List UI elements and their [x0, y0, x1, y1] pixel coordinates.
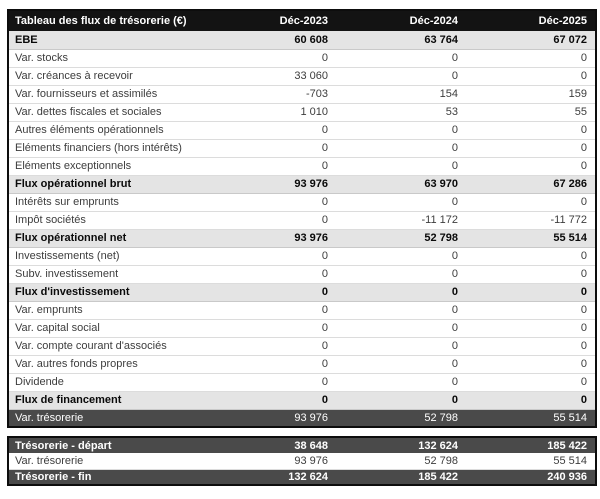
- table-row: [8, 319, 596, 337]
- cell-value: 0: [466, 373, 596, 391]
- cell-value: 0: [336, 319, 466, 337]
- table-row: [8, 193, 596, 211]
- table-title: Tableau des flux de trésorerie (€): [8, 10, 206, 31]
- cell-value: 0: [466, 67, 596, 85]
- row-label: Trésorerie - départ: [8, 437, 206, 453]
- row-label: Flux de financement: [8, 391, 206, 409]
- table-row: [8, 157, 596, 175]
- cell-value: 0: [336, 355, 466, 373]
- row-label: Var. dettes fiscales et sociales: [8, 103, 206, 121]
- cell-value: 0: [336, 49, 466, 67]
- table-row: [8, 409, 596, 427]
- row-label: Var. trésorerie: [8, 409, 206, 427]
- table-row: [8, 301, 596, 319]
- table-row: [8, 121, 596, 139]
- cell-value: 0: [466, 391, 596, 409]
- cell-value: 0: [206, 319, 336, 337]
- cell-value: 0: [206, 337, 336, 355]
- row-label: EBE: [8, 31, 206, 49]
- column-header-dec-2023: Déc-2023: [206, 10, 336, 31]
- row-label: Var. emprunts: [8, 301, 206, 319]
- row-label: Investissements (net): [8, 247, 206, 265]
- row-label: Var. stocks: [8, 49, 206, 67]
- cell-value: 60 608: [206, 31, 336, 49]
- table-row: [8, 139, 596, 157]
- row-label: Var. capital social: [8, 319, 206, 337]
- cell-value: 0: [336, 157, 466, 175]
- cell-value: 185 422: [336, 469, 466, 485]
- cell-value: 0: [466, 301, 596, 319]
- cell-value: 159: [466, 85, 596, 103]
- cell-value: 0: [466, 247, 596, 265]
- cell-value: 0: [206, 157, 336, 175]
- cell-value: 55: [466, 103, 596, 121]
- table-row: [8, 103, 596, 121]
- table-row: [8, 85, 596, 103]
- cell-value: 0: [466, 49, 596, 67]
- row-label: Subv. investissement: [8, 265, 206, 283]
- treasury-summary-table: [7, 436, 597, 486]
- cell-value: 67 286: [466, 175, 596, 193]
- cell-value: 154: [336, 85, 466, 103]
- cell-value: 93 976: [206, 453, 336, 469]
- cell-value: 93 976: [206, 409, 336, 427]
- cell-value: -703: [206, 85, 336, 103]
- table-row: [8, 437, 596, 453]
- cell-value: 63 764: [336, 31, 466, 49]
- row-label: Var. trésorerie: [8, 453, 206, 469]
- table-row: [8, 469, 596, 485]
- row-label: Eléments exceptionnels: [8, 157, 206, 175]
- cell-value: 132 624: [336, 437, 466, 453]
- cell-value: 0: [336, 247, 466, 265]
- table-row: [8, 373, 596, 391]
- cell-value: 0: [206, 391, 336, 409]
- cell-value: 0: [206, 211, 336, 229]
- cell-value: 0: [336, 373, 466, 391]
- cell-value: 185 422: [466, 437, 596, 453]
- row-label: Var. autres fonds propres: [8, 355, 206, 373]
- table-row: [8, 31, 596, 49]
- cell-value: 52 798: [336, 409, 466, 427]
- row-label: Flux d'investissement: [8, 283, 206, 301]
- cashflow-table-header: [8, 10, 596, 31]
- table-row: [8, 67, 596, 85]
- cell-value: 0: [206, 265, 336, 283]
- cell-value: 0: [466, 193, 596, 211]
- table-row: [8, 229, 596, 247]
- cashflow-table-body: [8, 31, 596, 427]
- row-label: Intérêts sur emprunts: [8, 193, 206, 211]
- cell-value: 52 798: [336, 229, 466, 247]
- column-header-dec-2024: Déc-2024: [336, 10, 466, 31]
- cell-value: 55 514: [466, 229, 596, 247]
- row-label: Flux opérationnel brut: [8, 175, 206, 193]
- cell-value: 0: [336, 301, 466, 319]
- cell-value: 0: [466, 283, 596, 301]
- cell-value: 0: [206, 301, 336, 319]
- cell-value: 132 624: [206, 469, 336, 485]
- row-label: Var. fournisseurs et assimilés: [8, 85, 206, 103]
- cell-value: 1 010: [206, 103, 336, 121]
- cell-value: 0: [206, 139, 336, 157]
- cell-value: 0: [466, 139, 596, 157]
- cell-value: 0: [206, 355, 336, 373]
- cell-value: 0: [336, 121, 466, 139]
- row-label: Impôt sociétés: [8, 211, 206, 229]
- row-label: Dividende: [8, 373, 206, 391]
- table-row: [8, 453, 596, 469]
- cell-value: 38 648: [206, 437, 336, 453]
- cell-value: 0: [336, 193, 466, 211]
- cell-value: -11 172: [336, 211, 466, 229]
- table-row: [8, 247, 596, 265]
- table-row: [8, 337, 596, 355]
- cell-value: 0: [466, 265, 596, 283]
- cell-value: 33 060: [206, 67, 336, 85]
- row-label: Var. créances à recevoir: [8, 67, 206, 85]
- cell-value: 0: [336, 391, 466, 409]
- cell-value: 240 936: [466, 469, 596, 485]
- cell-value: 67 072: [466, 31, 596, 49]
- cell-value: 0: [466, 355, 596, 373]
- row-label: Var. compte courant d'associés: [8, 337, 206, 355]
- cell-value: 0: [336, 67, 466, 85]
- treasury-summary-body: [8, 437, 596, 485]
- cell-value: 0: [466, 121, 596, 139]
- cell-value: 0: [336, 337, 466, 355]
- row-label: Eléments financiers (hors intérêts): [8, 139, 206, 157]
- cell-value: 0: [206, 373, 336, 391]
- cell-value: 0: [206, 121, 336, 139]
- table-row: [8, 265, 596, 283]
- row-label: Trésorerie - fin: [8, 469, 206, 485]
- cell-value: 0: [466, 337, 596, 355]
- table-row: [8, 355, 596, 373]
- table-row: [8, 391, 596, 409]
- table-row: [8, 175, 596, 193]
- cell-value: 53: [336, 103, 466, 121]
- cell-value: 0: [206, 193, 336, 211]
- column-header-dec-2025: Déc-2025: [466, 10, 596, 31]
- cell-value: 0: [466, 157, 596, 175]
- cell-value: 93 976: [206, 175, 336, 193]
- cell-value: 55 514: [466, 409, 596, 427]
- header-row: [8, 10, 596, 31]
- cashflow-table: [7, 9, 597, 428]
- cell-value: 0: [466, 319, 596, 337]
- row-label: Flux opérationnel net: [8, 229, 206, 247]
- table-row: [8, 283, 596, 301]
- cell-value: -11 772: [466, 211, 596, 229]
- cell-value: 0: [336, 139, 466, 157]
- cell-value: 0: [336, 265, 466, 283]
- table-row: [8, 211, 596, 229]
- cell-value: 93 976: [206, 229, 336, 247]
- cell-value: 0: [206, 283, 336, 301]
- cell-value: 55 514: [466, 453, 596, 469]
- cell-value: 0: [206, 49, 336, 67]
- row-label: Autres éléments opérationnels: [8, 121, 206, 139]
- table-row: [8, 49, 596, 67]
- cell-value: 52 798: [336, 453, 466, 469]
- cell-value: 63 970: [336, 175, 466, 193]
- cell-value: 0: [206, 247, 336, 265]
- cell-value: 0: [336, 283, 466, 301]
